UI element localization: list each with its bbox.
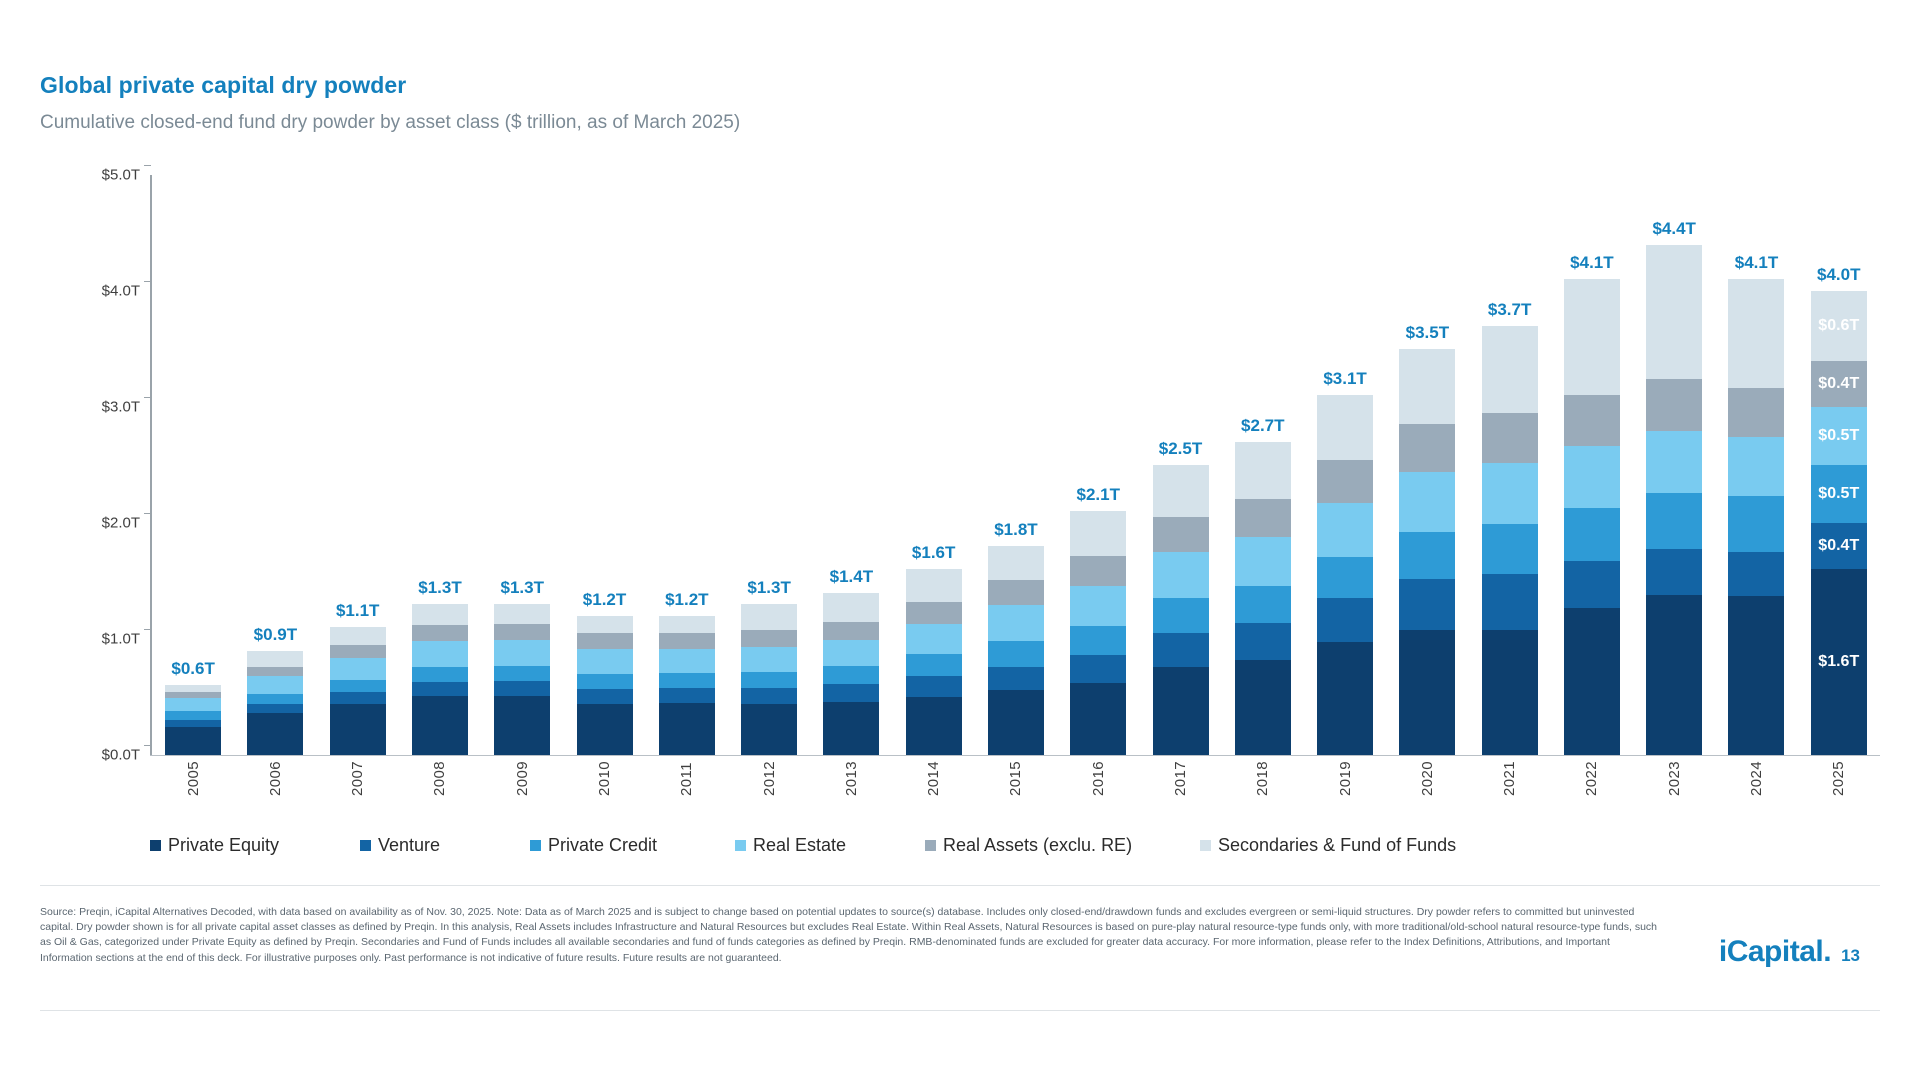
bar-segment[interactable] (1482, 326, 1538, 413)
bar-column[interactable] (1222, 175, 1304, 755)
bar-segment[interactable] (823, 684, 879, 701)
bar-segment[interactable] (1153, 667, 1209, 755)
bar-segment[interactable] (494, 666, 550, 681)
bar-stack (988, 520, 1044, 755)
bar-column[interactable] (810, 175, 892, 755)
bar-segment[interactable] (1235, 623, 1291, 660)
bar-stack (247, 624, 303, 755)
bar-total-label: $0.9T (253, 624, 298, 644)
bar-column[interactable] (1715, 175, 1797, 755)
legend-item[interactable] (1200, 835, 1456, 856)
bar-segment[interactable] (823, 593, 879, 622)
bar-segment[interactable] (1070, 556, 1126, 586)
y-axis-tick-label: $4.0T (101, 282, 140, 300)
bar-segment[interactable] (1317, 503, 1373, 556)
legend-swatch-icon (360, 840, 371, 851)
bar-segment[interactable] (165, 727, 221, 755)
bar-segment[interactable] (412, 641, 468, 667)
bar-segment[interactable] (659, 703, 715, 755)
brand-name: iCapital (1718, 935, 1824, 968)
bar-segment[interactable] (1070, 655, 1126, 683)
legend-swatch-icon (735, 840, 746, 851)
bar-segment[interactable] (1399, 472, 1455, 532)
x-axis-label: 2021 (1501, 761, 1519, 796)
legend-item[interactable] (150, 835, 279, 856)
bar-segment[interactable] (1811, 569, 1867, 755)
x-axis-label: 2006 (266, 761, 284, 796)
bar-column[interactable] (1633, 175, 1715, 755)
bar-stack (741, 578, 797, 755)
bar-segment[interactable] (1235, 499, 1291, 537)
bar-total-label: $1.3T (747, 578, 791, 598)
legend-label: Private Credit (548, 834, 658, 855)
bar-column[interactable] (646, 175, 728, 755)
bar-column[interactable] (563, 175, 645, 755)
bar-segment[interactable] (577, 633, 633, 649)
legend-label: Private Equity (168, 834, 280, 855)
bar-column[interactable] (234, 175, 316, 755)
footer-divider-bottom (40, 1010, 1880, 1011)
bar-segment[interactable] (247, 694, 303, 704)
page-subtitle: Cumulative closed-end fund dry powder by asset class ($ trillion, as of March 2025) (40, 112, 741, 133)
y-axis-tick-label: $1.0T (101, 630, 140, 648)
bar-segment[interactable] (906, 624, 962, 654)
bar-stack (1728, 253, 1784, 755)
y-axis-tick-label: $0.0T (101, 746, 140, 764)
bar-stack (1235, 415, 1291, 755)
bar-total-label: $1.1T (335, 601, 380, 621)
bar-segment[interactable] (1564, 395, 1620, 446)
bar-segment[interactable] (330, 627, 386, 644)
bar-segment[interactable] (823, 666, 879, 685)
legend-item[interactable] (925, 835, 1132, 856)
x-axis-labels (152, 761, 1880, 796)
bar-segment[interactable] (412, 696, 468, 755)
bar-total-label: $1.2T (665, 589, 709, 609)
icapital-logo (1719, 935, 1831, 969)
bar-stack (659, 589, 715, 755)
bar-segment[interactable] (659, 633, 715, 649)
bar-segment[interactable] (1564, 561, 1620, 607)
bar-total-label: $4.0T (1817, 265, 1861, 285)
segment-value-label: $0.6T (1818, 316, 1860, 334)
x-axis-label: 2008 (431, 761, 449, 796)
bar-segment[interactable] (1564, 608, 1620, 755)
bar-segment[interactable] (741, 672, 797, 688)
bar-stack (906, 543, 962, 755)
bar-stack (1070, 485, 1126, 755)
bar-segment[interactable] (1235, 586, 1291, 623)
bar-total-label: $1.4T (829, 566, 874, 586)
bar-segment[interactable] (330, 692, 386, 704)
bar-segment[interactable] (1317, 642, 1373, 755)
bar-total-label: $2.7T (1241, 415, 1285, 435)
bar-segment[interactable] (494, 604, 550, 624)
bar-segment[interactable] (1564, 446, 1620, 507)
bar-segment[interactable] (1399, 532, 1455, 578)
bar-column[interactable] (1551, 175, 1633, 755)
bar-segment[interactable] (1153, 598, 1209, 633)
bar-segment[interactable] (1070, 511, 1126, 555)
bar-segment[interactable] (1235, 537, 1291, 586)
bar-stack (1646, 218, 1702, 755)
bar-series-group (152, 175, 1880, 755)
bar-segment[interactable] (412, 667, 468, 682)
segment-value-label: $0.4T (1818, 374, 1860, 392)
bar-segment[interactable] (1646, 493, 1702, 549)
bar-segment[interactable] (823, 622, 879, 641)
bar-segment[interactable] (412, 625, 468, 641)
bar-column[interactable] (399, 175, 481, 755)
bar-segment[interactable] (1728, 388, 1784, 437)
bar-segment[interactable] (577, 616, 633, 633)
bar-column[interactable] (728, 175, 810, 755)
x-axis-label: 2022 (1583, 761, 1601, 796)
bar-segment[interactable] (1728, 596, 1784, 755)
bar-column[interactable] (1798, 175, 1880, 755)
bar-segment[interactable] (1811, 523, 1867, 569)
bar-segment[interactable] (330, 680, 386, 693)
bar-total-label: $4.1T (1734, 253, 1779, 273)
x-axis-label: 2024 (1747, 761, 1765, 796)
bar-segment[interactable] (1728, 437, 1784, 496)
x-axis-label: 2010 (596, 761, 614, 796)
bar-segment[interactable] (577, 674, 633, 689)
y-axis-tick-mark (144, 165, 151, 166)
page-title: Global private capital dry powder (40, 72, 407, 98)
bar-segment[interactable] (906, 676, 962, 697)
bar-segment[interactable] (1811, 465, 1867, 523)
y-axis-tick-mark (144, 745, 151, 746)
bar-column[interactable] (1304, 175, 1386, 755)
bar-segment[interactable] (494, 696, 550, 755)
bar-column[interactable] (481, 175, 563, 755)
bar-segment[interactable] (1153, 465, 1209, 517)
bar-segment[interactable] (906, 697, 962, 755)
bar-segment[interactable] (659, 649, 715, 672)
bar-segment[interactable] (1153, 633, 1209, 667)
bar-segment[interactable] (165, 685, 221, 692)
bar-segment[interactable] (741, 704, 797, 755)
bar-total-label: $3.1T (1323, 369, 1367, 389)
bar-segment[interactable] (1564, 508, 1620, 561)
bar-segment[interactable] (906, 569, 962, 601)
bar-segment[interactable] (1317, 598, 1373, 642)
bar-segment[interactable] (988, 580, 1044, 606)
x-axis-label: 2023 (1665, 761, 1683, 796)
bar-segment[interactable] (1646, 595, 1702, 755)
bar-segment[interactable] (988, 641, 1044, 667)
x-axis-label: 2015 (1007, 761, 1025, 796)
bar-segment[interactable] (1646, 549, 1702, 595)
bar-segment[interactable] (823, 640, 879, 666)
bar-segment[interactable] (741, 604, 797, 630)
segment-value-label: $0.5T (1818, 427, 1860, 445)
legend-swatch-icon (925, 840, 936, 851)
brand-dot: . (1823, 935, 1832, 968)
bar-segment[interactable] (247, 667, 303, 676)
bar-segment[interactable] (165, 720, 221, 727)
y-axis-tick-mark (144, 397, 151, 398)
x-axis-label: 2012 (760, 761, 778, 796)
bar-segment[interactable] (330, 658, 386, 680)
bar-segment[interactable] (1646, 379, 1702, 431)
bar-segment[interactable] (659, 688, 715, 703)
bar-segment[interactable] (1811, 291, 1867, 361)
brand-block (1719, 935, 1860, 969)
bar-segment[interactable] (247, 676, 303, 693)
bar-segment[interactable] (988, 605, 1044, 641)
bar-segment[interactable] (330, 645, 386, 658)
legend-label: Secondaries & Fund of Funds (1218, 834, 1457, 855)
bar-segment[interactable] (1070, 626, 1126, 655)
bar-segment[interactable] (1482, 463, 1538, 524)
bar-segment[interactable] (1399, 579, 1455, 630)
bar-segment[interactable] (988, 690, 1044, 755)
segment-value-label: $0.4T (1818, 537, 1860, 555)
bar-stack (577, 589, 633, 755)
bar-segment[interactable] (494, 640, 550, 666)
y-axis-tick-mark (144, 281, 151, 282)
legend-item[interactable] (735, 835, 846, 856)
bar-segment[interactable] (1070, 586, 1126, 627)
bar-segment[interactable] (1317, 460, 1373, 503)
x-axis-label: 2016 (1089, 761, 1107, 796)
legend-label: Real Assets (exclu. RE) (943, 834, 1133, 855)
bar-total-label: $4.4T (1652, 218, 1696, 238)
bar-segment[interactable] (165, 692, 221, 698)
bar-segment[interactable] (1153, 552, 1209, 598)
bar-column[interactable] (893, 175, 975, 755)
bar-segment[interactable] (165, 698, 221, 711)
bar-segment[interactable] (247, 704, 303, 713)
bar-total-label: $2.5T (1158, 439, 1203, 459)
bar-segment[interactable] (906, 602, 962, 624)
bar-segment[interactable] (741, 647, 797, 671)
bar-segment[interactable] (1235, 442, 1291, 499)
legend-item[interactable] (530, 835, 657, 856)
bar-segment[interactable] (1399, 424, 1455, 472)
bar-segment[interactable] (1153, 517, 1209, 552)
bar-stack (1153, 439, 1209, 755)
y-axis-tick-mark (144, 629, 151, 630)
bar-segment[interactable] (906, 654, 962, 676)
bar-segment[interactable] (577, 704, 633, 755)
bar-segment[interactable] (823, 702, 879, 755)
bar-stack (330, 601, 386, 755)
bar-segment[interactable] (988, 546, 1044, 580)
bar-segment[interactable] (494, 624, 550, 640)
bar-segment[interactable] (1399, 349, 1455, 424)
bar-segment[interactable] (494, 681, 550, 696)
chart-legend (150, 830, 1850, 860)
bar-stack (823, 566, 879, 755)
bar-total-label: $0.6T (171, 659, 215, 679)
bar-total-label: $2.1T (1076, 485, 1120, 505)
bar-segment[interactable] (1728, 552, 1784, 596)
bar-segment[interactable] (1070, 683, 1126, 755)
bar-segment[interactable] (1482, 524, 1538, 574)
bar-column[interactable] (1386, 175, 1468, 755)
y-axis-tick-label: $2.0T (101, 514, 140, 532)
x-axis-label: 2019 (1336, 761, 1354, 796)
bar-segment[interactable] (1811, 361, 1867, 407)
bar-stack (1399, 323, 1455, 755)
bar-segment[interactable] (659, 673, 715, 688)
x-axis-label: 2014 (925, 761, 943, 796)
x-axis-label: 2007 (349, 761, 367, 796)
legend-swatch-icon (150, 840, 161, 851)
bar-total-label: $1.2T (582, 589, 627, 609)
bar-segment[interactable] (1317, 395, 1373, 460)
bar-segment[interactable] (1728, 496, 1784, 552)
legend-label: Real Estate (753, 834, 847, 855)
x-axis-label: 2018 (1254, 761, 1272, 796)
bar-segment[interactable] (741, 630, 797, 647)
legend-item[interactable] (360, 835, 440, 856)
x-axis-label: 2009 (513, 761, 531, 796)
bar-stack (494, 578, 550, 755)
bar-stack (1811, 265, 1867, 755)
bar-segment[interactable] (1564, 279, 1620, 395)
bar-segment[interactable] (1399, 630, 1455, 755)
bar-segment[interactable] (165, 711, 221, 720)
bar-stack (412, 578, 468, 755)
bar-segment[interactable] (577, 649, 633, 673)
chart-container (40, 165, 1880, 796)
bar-segment[interactable] (1317, 557, 1373, 599)
y-axis-tick-mark (144, 513, 151, 514)
bar-stack (1317, 369, 1373, 755)
x-axis-label: 2011 (678, 762, 696, 796)
bar-total-label: $1.8T (994, 520, 1038, 540)
x-axis-label: 2020 (1418, 761, 1436, 796)
bar-segment[interactable] (330, 704, 386, 755)
page-number: 13 (1841, 946, 1860, 965)
bar-segment[interactable] (577, 689, 633, 704)
bar-segment[interactable] (1646, 245, 1702, 380)
bar-total-label: $1.3T (500, 578, 545, 598)
segment-value-label: $1.6T (1818, 653, 1860, 671)
legend-label: Venture (378, 834, 441, 855)
bar-column[interactable] (975, 175, 1057, 755)
bar-total-label: $1.6T (911, 543, 956, 563)
bar-stack (1482, 299, 1538, 755)
legend-swatch-icon (1200, 840, 1211, 851)
x-axis-line (150, 755, 1880, 756)
bar-segment[interactable] (1482, 630, 1538, 755)
bar-segment[interactable] (1482, 413, 1538, 463)
bar-column[interactable] (152, 175, 234, 755)
bar-column[interactable] (1469, 175, 1551, 755)
bar-segment[interactable] (1482, 574, 1538, 630)
bar-segment[interactable] (988, 667, 1044, 690)
source-footnote: Source: Preqin, iCapital Alternatives Decoded, with data based on availability as of Nov. 30, 2025. Note: Data as of March 2025 and is subject to change based on potential updates to source(s) database. Includes only closed-end/drawdown funds and excludes evergreen or semi-liquid structures. Dry powder refers to committed but uninvested capital. Dry powder shown is for all private capital asset classes as defined by Preqin. In this analysis, Real Assets includes Infrastructure and Natural Resources but excludes Real Estate. Within Real Assets, Natural Resources is based on pure-play natural resource-type funds only, with more traditional/old-school natural resource-type funds, such as Oil & Gas, categorized under Private Equity as defined by Preqin. Secondaries and Fund of Funds includes all available secondaries and fund of funds categories as defined by Preqin. RMB-denominated funds are excluded for greater data accuracy. For more information, please refer to the Index Definitions, Attributions, and Important Information sections at the end of this deck. For illustrative purposes only. Past performance is not indicative of future results. Future results are not guaranteed. (40, 906, 1658, 964)
bar-segment[interactable] (1811, 407, 1867, 465)
bar-segment[interactable] (741, 688, 797, 704)
bar-segment[interactable] (412, 682, 468, 696)
x-axis-label: 2017 (1172, 761, 1190, 796)
bar-segment[interactable] (1235, 660, 1291, 755)
y-axis-tick-label: $3.0T (101, 398, 140, 416)
bar-segment[interactable] (659, 616, 715, 633)
bar-total-label: $1.3T (418, 578, 462, 598)
bar-segment[interactable] (247, 651, 303, 667)
x-axis-label: 2005 (184, 761, 202, 796)
bar-column[interactable] (1057, 175, 1139, 755)
y-axis-tick-label: $5.0T (101, 166, 140, 184)
bar-segment[interactable] (1646, 431, 1702, 492)
bar-stack (1564, 253, 1620, 755)
bar-segment[interactable] (1728, 279, 1784, 388)
segment-value-label: $0.5T (1818, 485, 1860, 503)
x-axis-label: 2025 (1830, 761, 1848, 796)
bar-segment[interactable] (247, 713, 303, 755)
bar-segment[interactable] (412, 604, 468, 625)
bar-total-label: $4.1T (1570, 253, 1614, 273)
bar-total-label: $3.5T (1405, 323, 1450, 343)
bar-total-label: $3.7T (1487, 299, 1532, 319)
bar-stack (165, 659, 221, 755)
legend-swatch-icon (530, 840, 541, 851)
y-axis-ticks (40, 166, 140, 764)
footer-divider-top (40, 885, 1880, 886)
bar-column[interactable] (1139, 175, 1221, 755)
x-axis-label: 2013 (842, 761, 860, 796)
bar-column[interactable] (317, 175, 399, 755)
